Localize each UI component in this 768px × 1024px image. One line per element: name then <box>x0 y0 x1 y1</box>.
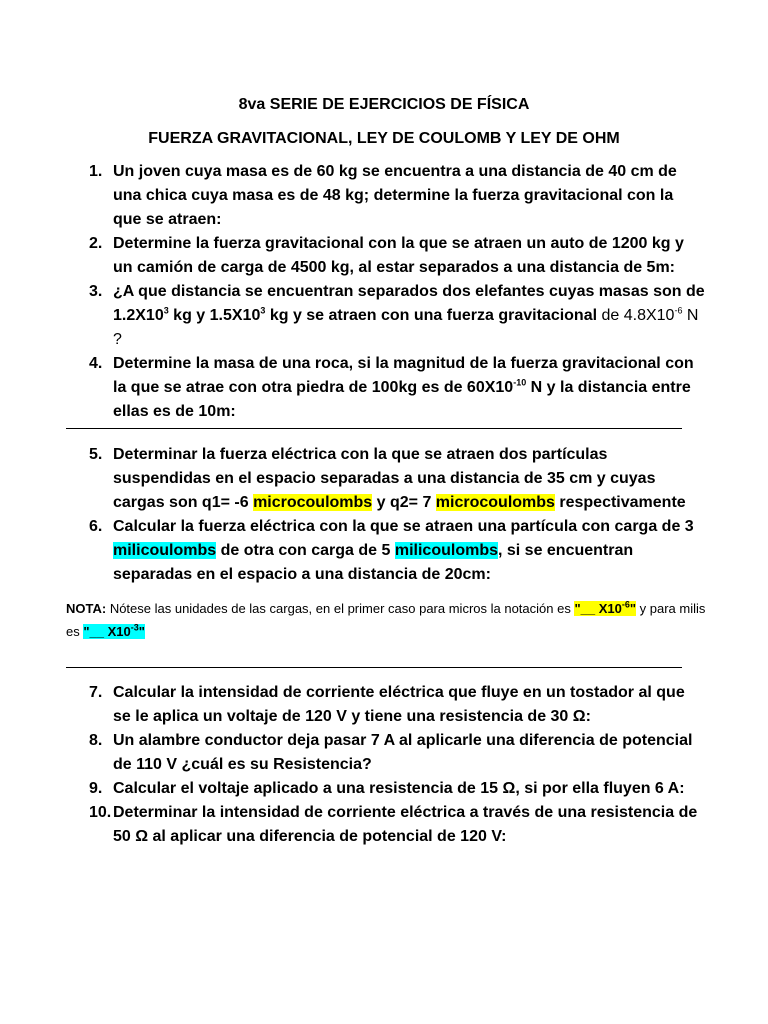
question-text: Determinar la fuerza eléctrica con la que se atraen dos partículas suspendidas en el espacio separadas a una distancia de 35 cm y cuyas cargas son q1= -6 <box>113 446 656 511</box>
section-divider <box>66 428 682 429</box>
question-8 <box>89 729 705 777</box>
question-6 <box>89 515 705 587</box>
notation-micro: "__ X10 <box>574 601 622 616</box>
question-number: 7. <box>89 684 103 701</box>
exponent: -6 <box>621 599 630 610</box>
question-text: y q2= 7 <box>372 494 436 511</box>
question-number: 4. <box>89 355 103 372</box>
exponent: -6 <box>674 305 683 316</box>
question-number: 3. <box>89 283 103 300</box>
question-4 <box>89 352 705 424</box>
highlighted-term: milicoulombs <box>113 542 217 559</box>
question-text: Calcular la fuerza eléctrica con la que se atraen una partícula con carga de 3 <box>113 518 694 535</box>
notation-mili: "__ X10 <box>83 624 131 639</box>
question-text: Determine la fuerza gravitacional con la que se atraen un auto de 1200 kg y un camión de carga de 4500 kg, al estar separados a una distancia de 5m: <box>113 235 684 276</box>
ohm-questions <box>89 681 705 849</box>
question-9 <box>89 777 705 801</box>
question-text: ¿A que distancia se encuentran separados dos elefantes cuyas masas son de 1.2X10 <box>113 283 705 324</box>
page-subtitle: FUERZA GRAVITACIONAL, LEY DE COULOMB Y LEY DE OHM <box>148 130 620 147</box>
exponent: -3 <box>130 622 139 633</box>
question-2 <box>89 232 705 280</box>
note <box>66 597 706 643</box>
notation-mili-end: " <box>138 624 145 639</box>
question-text: Un joven cuya masa es de 60 kg se encuentra a una distancia de 40 cm de una chica cuya masa es de 48 kg; determine la fuerza gravitacional con la que se atraen: <box>113 163 677 228</box>
note-text: Nótese las unidades de las cargas, en el primer caso para micros la notación es <box>106 601 575 616</box>
question-text: respectivamente <box>554 494 686 511</box>
notation-micro-end: " <box>629 601 637 616</box>
question-10 <box>89 801 705 849</box>
question-text: de otra con carga de 5 <box>216 542 395 559</box>
question-text: kg y se atraen con una fuerza gravitacional <box>265 307 602 324</box>
question-text: Calcular la intensidad de corriente eléctrica que fluye en un tostador al que se le aplica un voltaje de 120 V y tiene una resistencia de 30 Ω: <box>113 684 685 725</box>
exponent: 3 <box>163 305 169 316</box>
question-number: 10. <box>89 804 112 821</box>
question-text: Determinar la intensidad de corriente eléctrica a través de una resistencia de 50 Ω al aplicar una diferencia de potencial de 120 V: <box>113 804 698 845</box>
highlighted-term: milicoulombs <box>394 542 498 559</box>
question-number: 1. <box>89 163 103 180</box>
question-number: 9. <box>89 780 103 797</box>
question-text: Calcular el voltaje aplicado a una resistencia de 15 Ω, si por ella fluyen 6 A: <box>113 780 685 797</box>
note-text: y para milis es <box>66 601 706 639</box>
question-text: Un alambre conductor deja pasar 7 A al aplicarle una diferencia de potencial de 110 V ¿cuál es su Resistencia? <box>113 732 693 773</box>
question-text: N ? <box>113 307 699 348</box>
question-text: N y la distancia entre ellas es de 10m: <box>113 379 691 420</box>
highlighted-term: microcoulombs <box>253 494 373 511</box>
question-text: de 4.8X10 <box>601 307 675 324</box>
question-text: kg y 1.5X10 <box>168 307 261 324</box>
question-3 <box>89 280 705 352</box>
question-1 <box>89 160 705 232</box>
gravitation-questions <box>89 160 705 424</box>
question-number: 6. <box>89 518 103 535</box>
section-divider <box>66 667 682 668</box>
question-number: 2. <box>89 235 103 252</box>
coulomb-questions <box>89 443 705 587</box>
question-text: Determine la masa de una roca, si la magnitud de la fuerza gravitacional con la que se atrae con otra piedra de 100kg es de 60X10 <box>113 355 694 396</box>
highlighted-term: microcoulombs <box>435 494 555 511</box>
note-label: NOTA: <box>66 601 107 616</box>
exponent: 3 <box>260 305 266 316</box>
question-5 <box>89 443 705 515</box>
question-number: 5. <box>89 446 103 463</box>
exponent: -10 <box>513 377 527 388</box>
question-text: , si se encuentran separadas en el espacio a una distancia de 20cm: <box>113 542 634 583</box>
page-title: 8va SERIE DE EJERCICIOS DE FÍSICA <box>238 96 530 113</box>
question-number: 8. <box>89 732 103 749</box>
question-7 <box>89 681 705 729</box>
